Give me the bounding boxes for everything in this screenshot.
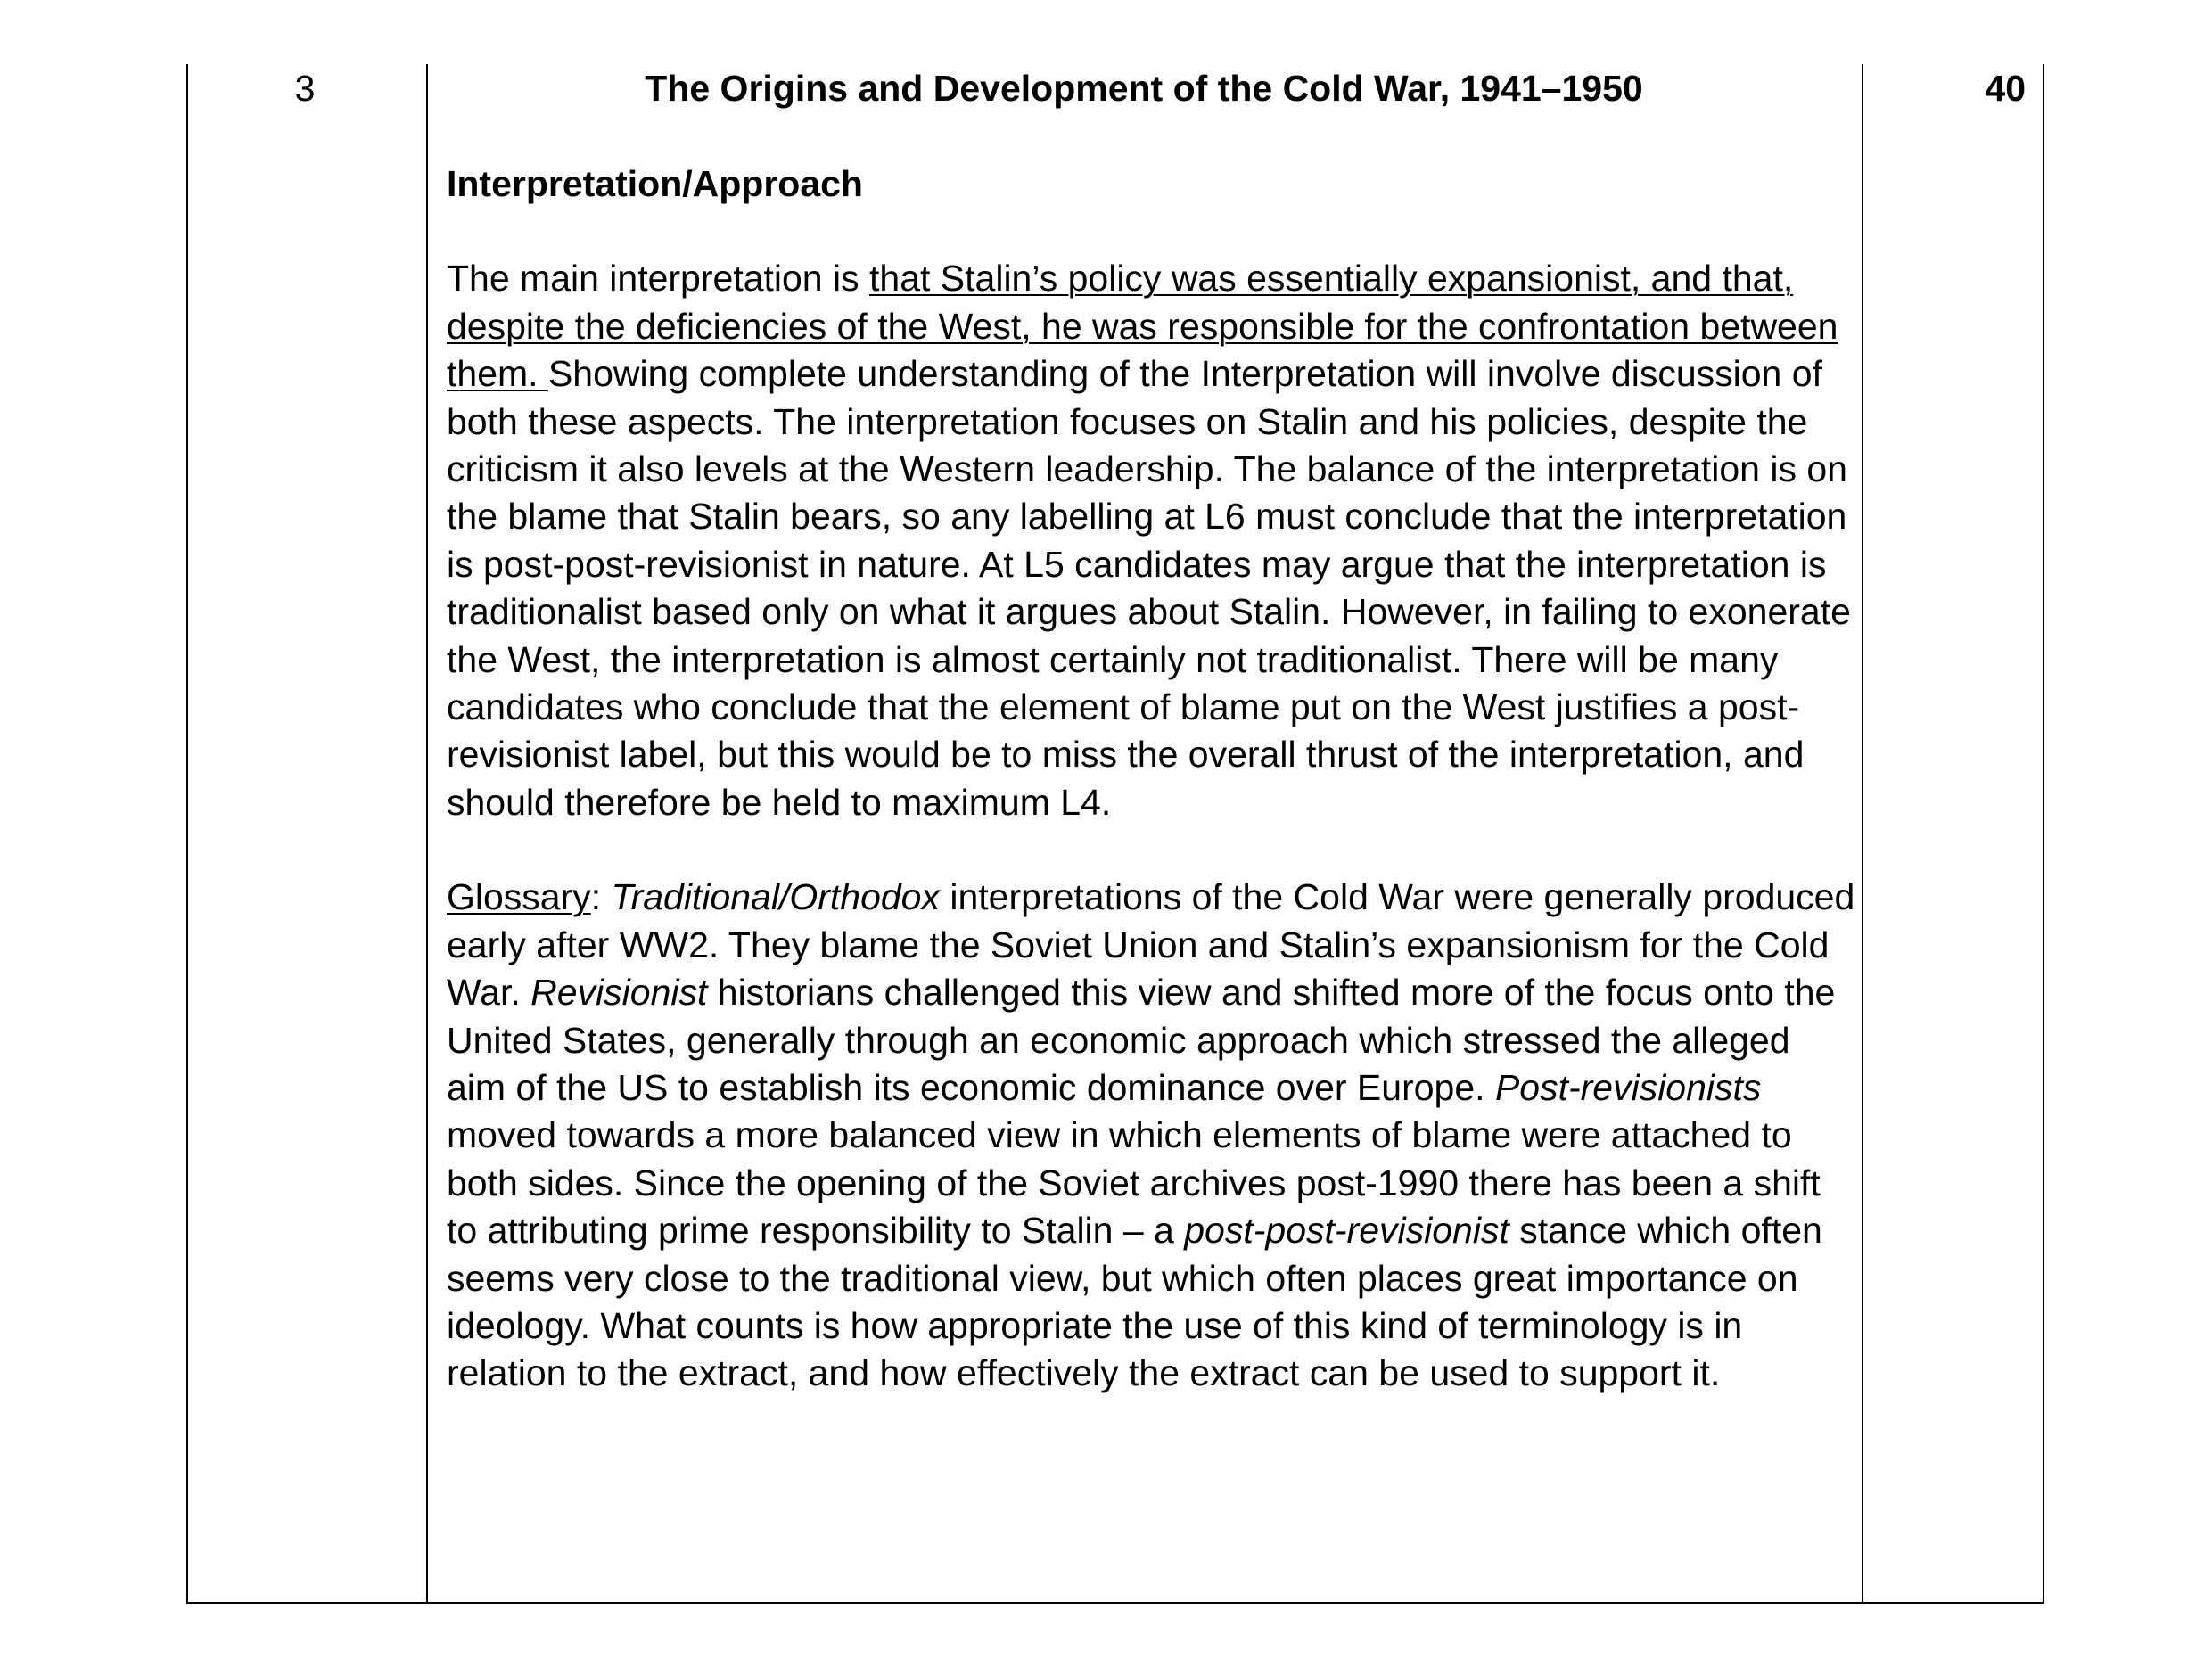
- interpretation-intro: The main interpretation is: [447, 258, 870, 300]
- glossary-colon: :: [590, 876, 612, 918]
- glossary-term-revisionist: Revisionist: [530, 972, 708, 1014]
- table-border-qnum-right: [426, 64, 428, 1604]
- table-border-bottom: [186, 1602, 2044, 1604]
- glossary-paragraph: [447, 874, 1855, 1397]
- interpretation-rest: Showing complete understanding of the Interpretation will involve discussion of both these aspects. The interpretation focuses on Stalin and his policies, despite the criticism it also levels at the Western leadership. The balance of the interpretation is on the blame that Stalin bears, so any labelling at L6 must conclude that the interpretation is post-post-revisionist in nature. At L5 candidates may argue that the interpretation is traditionalist based only on what it argues about Stalin. However, in failing to exonerate the West, the interpretation is almost certainly not traditionalist. There will be many candidates who conclude that the element of blame put on the West justifies a post-revisionist label, but this would be to miss the overall thrust of the interpretation, and should therefore be held to maximum L4.: [447, 353, 1851, 823]
- table-border-content-right: [1862, 64, 1863, 1604]
- glossary-text-3: moved towards a more balanced view in which elements of blame were attached to both sides. Since the opening of the Soviet archives post-1990 there has been a shift to attributing prime responsibility to Stalin – a: [447, 1114, 1821, 1252]
- interpretation-underlined: that Stalin’s policy was essentially expansionist, and that, despite the deficiencies of the West, he was responsible for the confrontation between them.: [447, 258, 1838, 395]
- glossary-term-traditional: Traditional/Orthodox: [611, 876, 940, 918]
- table-border-left: [186, 64, 188, 1604]
- glossary-term-post-revisionists: Post-revisionists: [1494, 1066, 1762, 1108]
- glossary-label: Glossary: [447, 876, 591, 918]
- glossary-text-2: historians challenged this view and shifted more of the focus onto the United States, generally through an economic approach which stressed the alleged aim of the US to establish its economic dominance over Europe.: [447, 972, 1836, 1108]
- glossary-text-4: stance which often seems very close to the traditional view, but which often places great importance on ideology. What counts is how appropriate the use of this kind of terminology is in relation to the extract, and how effectively the extract can be used to support it.: [447, 1210, 1822, 1394]
- section-heading: Interpretation/Approach: [447, 163, 863, 204]
- table-border-right: [2043, 64, 2044, 1604]
- glossary-text-1: interpretations of the Cold War were generally produced early after WW2. They blame the Soviet Union and Stalin’s expansionism for the Cold War.: [447, 876, 1855, 1014]
- answer-content: [447, 160, 1855, 1445]
- marks-value: 40: [1985, 68, 2026, 109]
- question-number: 3: [294, 68, 316, 109]
- interpretation-paragraph: [447, 255, 1855, 826]
- glossary-term-post-post-revisionist: post-post-revisionist: [1184, 1210, 1509, 1252]
- question-title: The Origins and Development of the Cold War, 1941–1950: [645, 68, 1643, 109]
